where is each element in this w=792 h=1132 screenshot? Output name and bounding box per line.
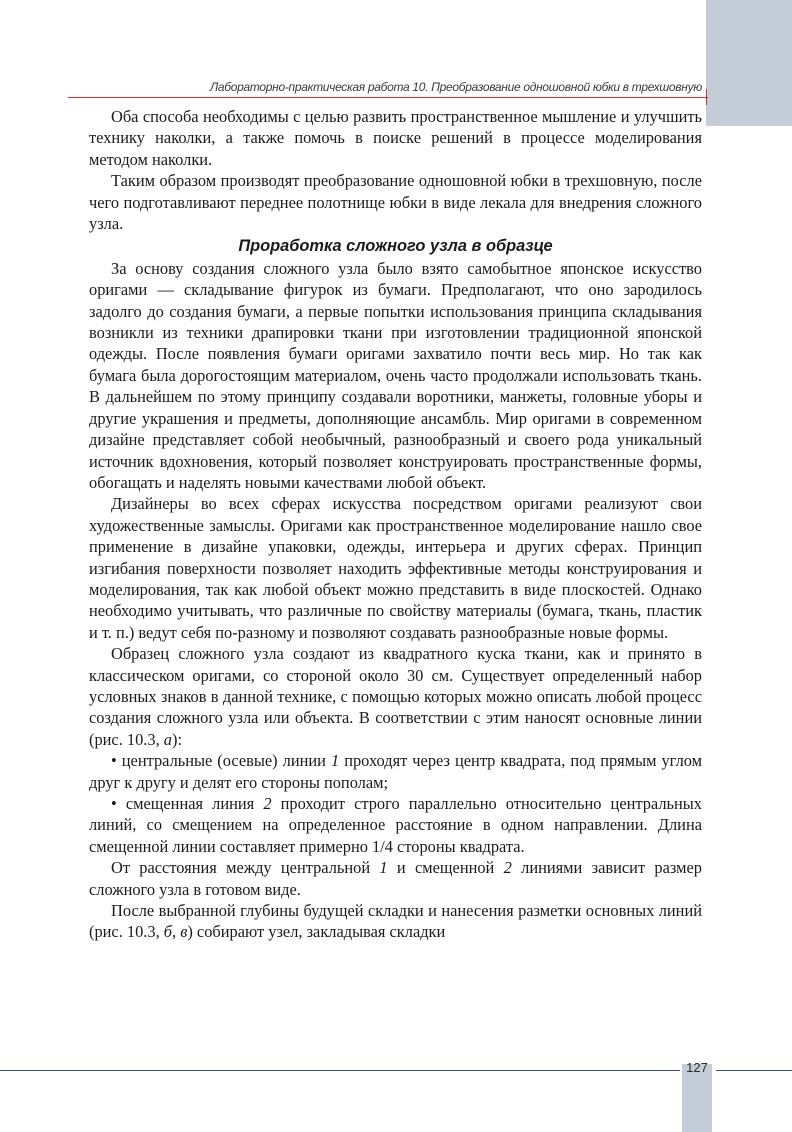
bullet-1-end: проходят через центр квадрата, под прямым углом друг к другу и делят его стороны пополам; xyxy=(89,751,703,792)
paragraph-7-sep: , xyxy=(172,922,181,942)
bullet-item-1 xyxy=(89,750,702,793)
paragraph-7-end: ) собирают узел, закладывая складки xyxy=(187,922,446,942)
figure-ref-v: в xyxy=(180,922,188,942)
bullet-2-text: • смещенная линия xyxy=(111,794,264,813)
corner-tab-top xyxy=(706,0,792,126)
paragraph-5-end: ): xyxy=(171,729,182,749)
running-title: Лабораторно-практическая работа 10. Преобразование одношовной юбки в трехшовную xyxy=(209,80,702,94)
paragraph-5 xyxy=(89,643,702,750)
figure-ref-a: а xyxy=(163,729,172,749)
paragraph-5-text: Образец сложного узла создают из квадратного куска ткани, как и принято в классическом оригами, со стороной около 30 см. Существует определенный набор условных знаков в данной технике, с помощью которых можно описать любой процесс создания сложного узла или объекта. В соответствии с этим наносят основные линии (рис. 10.3, xyxy=(89,644,702,749)
line-number-1: 1 xyxy=(330,751,340,771)
bullet-1-text: • центральные (осевые) линии xyxy=(111,751,331,771)
header-rule xyxy=(68,97,708,98)
line-number-2: 2 xyxy=(263,794,272,813)
header-tick xyxy=(706,89,707,105)
paragraph-6-mid: и смещенной xyxy=(387,858,504,878)
bullet-item-2 xyxy=(89,793,702,857)
figure-ref-b: б xyxy=(163,922,173,942)
page-body xyxy=(89,106,702,943)
footer-rule-left xyxy=(0,1070,680,1071)
paragraph-6-end: линиями зависит размер сложного узла в готовом виде. xyxy=(89,858,702,899)
paragraph-1: Оба способа необходимы с целью развить пространственное мышление и улучшить технику наколки, а также помочь в поиске решений в процессе моделирования методом наколки. xyxy=(89,107,702,169)
page-number: 127 xyxy=(686,1060,708,1075)
paragraph-4: Дизайнеры во всех сферах искусства посредством оригами реализуют свои художественные замыслы. Оригами как пространственное моделирование нашло свое применение в дизайне упаковки, одежды, интерьера и других сферах. Принцип изгибания поверхности позволяет находить эффективные методы конструирования и моделирования, так как любой объект можно представить в виде плоскостей. Однако необходимо учитывать, что различные по свойству материалы (бумага, ткань, пластик и т. п.) ведут себя по-разному и позволяют создавать разнообразные новые формы. xyxy=(89,494,702,642)
section-heading: Проработка сложного узла в образце xyxy=(238,237,553,256)
line-number-2-ref: 2 xyxy=(503,858,512,878)
paragraph-6 xyxy=(89,857,702,900)
bullet-2-end: проходит строго параллельно относительно центральных линий, со смещением на определенное расстояние в одном направлении. Длина смещенной линии составляет примерно 1/4 стороны квадрата. xyxy=(89,794,702,856)
paragraph-7 xyxy=(89,900,702,943)
paragraph-3: За основу создания сложного узла было взято самобытное японское искусство оригами — складывание фигурок из бумаги. Предполагают, что оно зародилось задолго до создания бумаги, а первые попытки использования принципа складывания возникли из техники драпировки ткани при изготовлении традиционной японской одежды. После появления бумаги оригами захватило почти весь мир. Но так как бумага была дорогостоящим материалом, очень часто продолжали использовать ткань. В дальнейшем по этому принципу создавали воротники, манжеты, головные уборы и другие украшения и предметы, дополняющие ансамбль. Мир оригами в современном дизайне представляет собой необычный, разнообразный и своего рода уникальный источник вдохновения, который позволяет конструировать пространственные формы, обогащать и наделять новыми качествами любой объект. xyxy=(89,258,702,492)
line-number-1-ref: 1 xyxy=(379,858,388,878)
paragraph-2: Таким образом производят преобразование одношовной юбки в трехшовную, после чего подготавливают переднее полотнище юбки в виде лекала для внедрения сложного узла. xyxy=(89,171,702,234)
paragraph-7-text: После выбранной глубины будущей складки и нанесения разметки основных линий (рис. 10.3, xyxy=(89,901,702,942)
paragraph-6-text: От расстояния между центральной xyxy=(111,858,380,878)
footer-rule-right xyxy=(716,1070,792,1071)
